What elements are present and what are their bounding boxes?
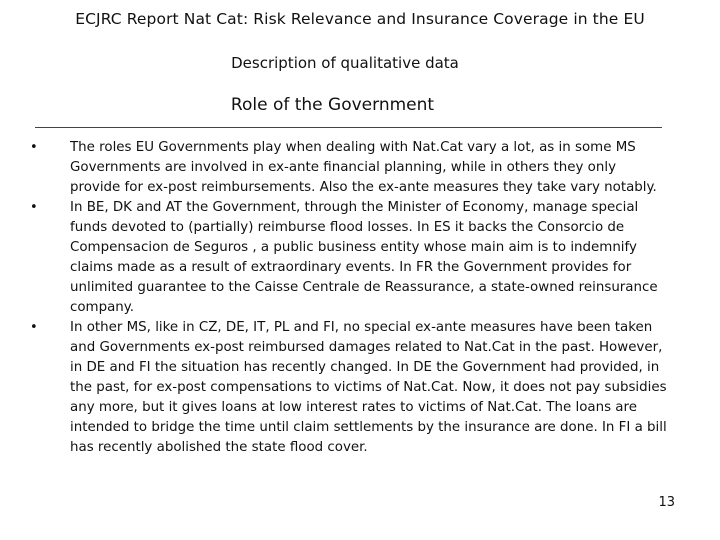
section-heading: Role of the Government — [230, 95, 435, 115]
bullet-list — [30, 138, 670, 458]
divider — [35, 127, 662, 128]
bullet-item — [30, 318, 670, 458]
bullet-text: The roles EU Governments play when dealing with Nat.Cat vary a lot, as in some MS Governments are involved in ex-ante financial planning, while in others they only provide for ex-post reimbursements. Also the ex-ante measures they take vary notably. — [70, 140, 657, 195]
bullet-item — [30, 138, 670, 198]
bullet-item — [30, 198, 670, 318]
bullet-text: In other MS, like in CZ, DE, IT, PL and FI, no special ex-ante measures have been taken and Governments ex-post reimbursed damages related to Nat.Cat in the past. However, in DE and FI the situation has recently changed. In DE the Government had provided, in the past, for ex-post compensations to victims of Nat.Cat. Now, it does not pay subsidies any more, but it gives loans at low interest rates to victims of Nat.Cat. The loans are intended to bridge the time until claim settlements by the insurance are done. In FI a bill has recently abolished the state flood cover. — [70, 320, 667, 455]
report-title: ECJRC Report Nat Cat: Risk Relevance and Insurance Coverage in the EU — [75, 10, 645, 28]
page-number: 13 — [658, 495, 675, 510]
bullet-marker: • — [30, 140, 38, 155]
bullet-text: In BE, DK and AT the Government, through the Minister of Economy, manage special funds devoted to (partially) reimburse flood losses. In ES it backs the Consorcio de Compensacion de Seguros , a public business entity whose main aim is to indemnify claims made as a result of extraordinary events. In FR the Government provides for unlimited guarantee to the Caisse Centrale de Reassurance, a state-owned reinsurance company. — [70, 200, 658, 315]
bullet-marker: • — [30, 200, 38, 215]
bullet-marker: • — [30, 320, 38, 335]
subtitle: Description of qualitative data — [231, 54, 459, 72]
